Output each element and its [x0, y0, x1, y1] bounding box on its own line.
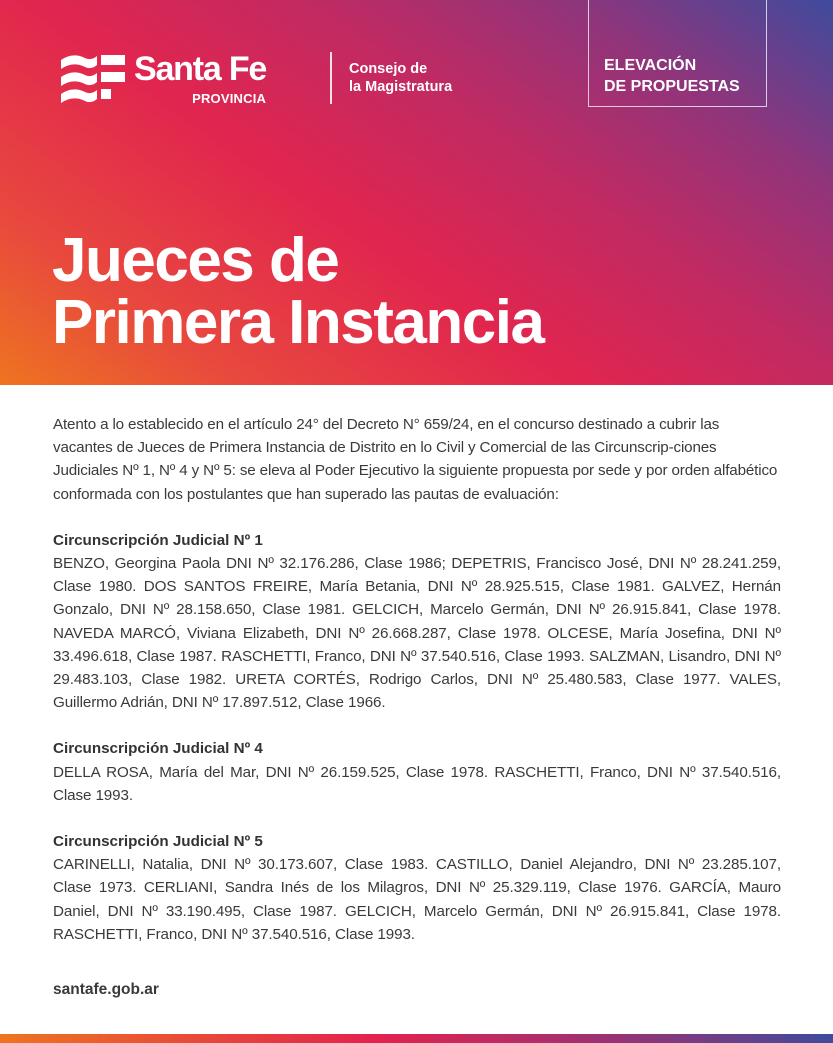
- organization-name: [349, 60, 452, 96]
- section-circunscripcion-5: [53, 830, 781, 946]
- badge-line-1: ELEVACIÓN: [604, 57, 697, 74]
- logo-divider: [330, 52, 332, 104]
- section-text: CARINELLI, Natalia, DNI Nº 30.173.607, Clase 1983. CASTILLO, Daniel Alejandro, DNI Nº 23.285.107, Clase 1973. CERLIANI, Sandra Inés de los Milagros, DNI Nº 25.329.119, Clase 1976. GARCÍA, Mauro Daniel, DNI Nº 33.190.495, Clase 1987. GELCICH, Marcelo Germán, DNI Nº 26.915.841, Clase 1978. RASCHETTI, Franco, DNI Nº 37.540.516, Clase 1993.: [53, 856, 781, 943]
- section-text: BENZO, Georgina Paola DNI Nº 32.176.286, Clase 1986; DEPETRIS, Francisco José, DNI Nº 28.241.259, Clase 1980. DOS SANTOS FREIRE, María Betania, DNI Nº 28.925.515, Clase 1981. GALVEZ, Hernán Gonzalo, DNI Nº 28.158.650, Clase 1981. GELCICH, Marcelo Germán, DNI Nº 26.915.841, Clase 1978. NAVEDA MARCÓ, Viviana Elizabeth, DNI Nº 26.668.287, Clase 1978. OLCESE, María Josefina, DNI Nº 33.496.618, Clase 1987. RASCHETTI, Franco, DNI Nº 37.540.516, Clase 1993. SALZMAN, Lisandro, DNI Nº 29.483.103, Clase 1982. URETA CORTÉS, Rodrigo Carlos, DNI Nº 25.480.583, Clase 1977. VALES, Guillermo Adrián, DNI Nº 17.897.512, Clase 1966.: [53, 555, 781, 712]
- intro-paragraph: Atento a lo establecido en el artículo 24° del Decreto N° 659/24, en el concurso destinado a cubrir las vacantes de Jueces de Primera Instancia de Distrito en lo Civil y Comercial de las Circunscrip-ciones Judiciales Nº 1, Nº 4 y Nº 5: se eleva al Poder Ejecutivo la siguiente propuesta por sede y por orden alfabético conformada con los postulantes que han superado las pautas de evaluación:: [53, 416, 778, 503]
- section-title: Circunscripción Judicial Nº 4: [53, 740, 263, 758]
- section-title: Circunscripción Judicial Nº 1: [53, 531, 263, 549]
- santa-fe-flag-icon: [59, 50, 127, 106]
- organization-line-2: la Magistratura: [349, 79, 453, 95]
- document-body: [53, 413, 781, 946]
- section-circunscripcion-1: [53, 529, 781, 715]
- badge-label: [604, 55, 740, 97]
- footer-website-link[interactable]: santafe.gob.ar: [53, 981, 159, 998]
- section-text: DELLA ROSA, María del Mar, DNI Nº 26.159.525, Clase 1978. RASCHETTI, Franco, DNI Nº 37.540.516, Clase 1993.: [53, 763, 781, 804]
- logo-subtitle: PROVINCIA: [192, 91, 267, 106]
- title-line-2: Primera Instancia: [52, 288, 544, 357]
- title-line-1: Jueces de: [52, 226, 339, 295]
- section-title: Circunscripción Judicial Nº 5: [53, 833, 263, 851]
- logo-name: Santa Fe: [134, 50, 267, 88]
- santa-fe-logo: [59, 50, 266, 110]
- header-banner: [0, 0, 833, 385]
- organization-line-1: Consejo de: [349, 61, 428, 77]
- section-circunscripcion-4: [53, 737, 781, 807]
- footer-gradient-bar: [0, 1034, 833, 1043]
- page-title: [52, 226, 544, 357]
- badge-line-2: DE PROPUESTAS: [604, 78, 740, 95]
